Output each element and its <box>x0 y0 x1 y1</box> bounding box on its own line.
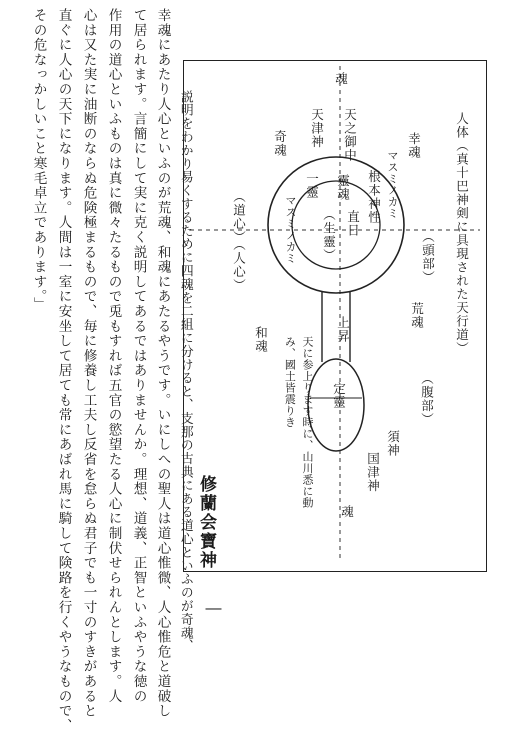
label-nigimitama: 和魂 <box>253 326 269 353</box>
label-susano: 須神 <box>385 430 401 457</box>
label-naohi: 直日 <box>345 210 361 237</box>
label-head: （頭部） <box>420 230 436 284</box>
label-masumi-1: マスミノカミ <box>386 150 399 219</box>
label-kon-top: 魂 <box>333 72 349 86</box>
label-soul-bottom: 定靈 <box>331 382 347 409</box>
body-column-3: 作用の道心といふものは真に微々たるもので兎もすれば五官の慾望たる人心に制伏せられんとします。人 <box>105 8 122 704</box>
body-column-4: 心は又た実に油断のならぬ危険極まるもので、毎に修養し工夫し反省を怠らぬ君子でも一寸のすきがあると <box>80 8 97 719</box>
label-konpon: 根本神性 <box>366 170 382 224</box>
body-column-2: て居られます。言簡にして実に克く説明してあるではありませんか。理想、道義、正智といふやうな徳の <box>130 8 147 704</box>
intro-line: 説明をわかり易くするために四魂を二組に分けると、支那の古典にある道心といふのが奇魂、 <box>177 90 193 653</box>
label-note: 天に参上ります時に、山川悉に動み、國土皆震りき <box>283 336 314 509</box>
label-abdomen: （腹部） <box>419 372 435 426</box>
label-ten-soku: 天之御中 <box>342 108 358 162</box>
label-kushimitama: 奇魂 <box>272 130 288 157</box>
body-column-5: 直ぐに人心の天下になります。人間は一室に安坐して居ても常にあばれ馬に騎して険路を行くやうなもので、 <box>55 8 72 733</box>
label-seirei: （生靈） <box>321 208 337 262</box>
body-column-1: 幸魂にあたり人心といふのが荒魂、和魂にあたるやうです。いにしへの聖人は道心惟微、人心惟危と道破し <box>154 8 171 719</box>
body-column-6: その危なっかしいこと寒毛卓立であります。」 <box>30 8 47 312</box>
label-kunitsukami: 国津神 <box>365 452 381 493</box>
label-ama-tsu-kami: 天津神 <box>309 108 325 149</box>
label-sakimitama: 幸魂 <box>406 132 422 159</box>
signature: 修蘭会寶神 <box>196 475 216 570</box>
label-masumi-2: マスミノカミ <box>284 195 297 264</box>
label-kon-bottom: 魂 <box>339 505 355 519</box>
label-aramitama: 荒魂 <box>409 302 425 329</box>
closing-dash: ― <box>204 598 223 617</box>
label-doushin-jinshin: （道心）（人心） <box>231 190 247 292</box>
label-ichirei: 一靈 <box>304 172 320 199</box>
title-label: 人体（真十巴神剣に具現された天行道） <box>454 112 470 355</box>
label-reikon: 靈魂 <box>335 174 351 201</box>
label-jouhou: 上昇 <box>335 316 351 343</box>
